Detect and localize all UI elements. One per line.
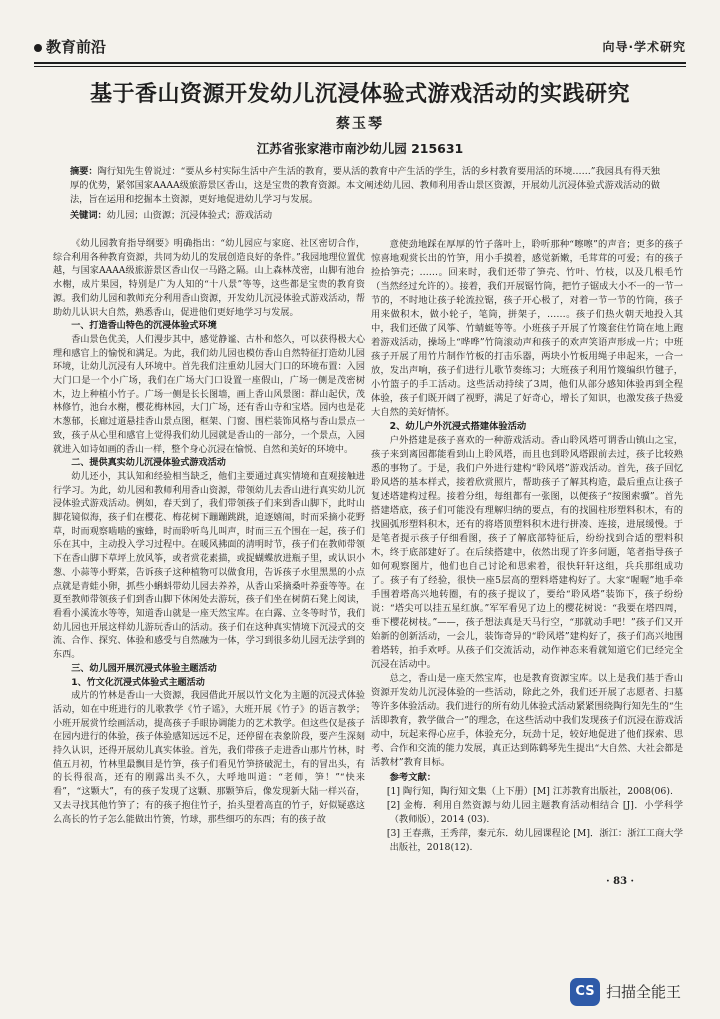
paragraph: 总之，香山是一座天然宝库，也是教育资源宝库。以上是我们基于香山资源开发幼儿沉浸体验的一些活动，除此之外，我们还开展了志愿者、扫墓等许多体验活动。我们进行的所有幼儿体验式活动紧紧围绕陶行知先生的“生活即教育，教学做合一”的理念，在这些活动中我们发现孩子们沉浸在游戏活动中，玩起来得心应手，体验充分，玩劲十足，较好地促进了他们探索、思考、合作和交流的能力发展，真正达到陈鹤琴先生提出“大自然、大社会都是活教材”教育目标。: [371, 673, 683, 768]
article-title: 基于香山资源开发幼儿沉浸体验式游戏活动的实践研究: [89, 81, 630, 107]
header-rule: [34, 62, 686, 64]
subsection-heading: 2、幼儿户外沉浸式搭建体验活动: [389, 421, 527, 432]
body-column-left: [53, 238, 365, 860]
reference-item: [1] 陶行知，陶行知文集（上下册）[M] 江苏教育出版社，2008(06).: [386, 786, 673, 797]
bullet-icon: [34, 44, 42, 52]
running-header: [34, 36, 686, 58]
journal-name: 向导·学术研究: [602, 40, 686, 54]
keywords-text: 幼儿园；山资源；沉浸体验式；游戏活动: [106, 210, 273, 221]
paragraph: 意使劲地踩在厚厚的竹子落叶上，聆听那种“嚓嚓”的声音；更多的孩子惊喜地观赏长出的竹笋，用小手摸着，感觉新嫩，毛茸茸的可爱；有的孩子捡拾笋壳；……。回来时，我们还带了笋壳、竹叶、竹枝，以及几根毛竹（当然经过允许的）。接着，我们开展锯竹筒，把竹子锯成大小不一的一节一节的，不时地让孩子轮流拉锯，孩子开心极了，对着一节一节的竹筒，孩子用来做积木，做小轮子，笔筒，拼架子，……。孩子们热火朝天地投入其中，我们还做了风筝、竹蜻蜓等等。小班孩子开展了竹篾套住竹筒在地上跑着游戏活动，操场上“哗哗”竹筒滚动声和孩子的欢声笑语声形成一片；中班孩子开展了用竹片制作竹板的打击乐器，两块小竹板用绳子串起来，一合一放，发出声响，孩子们进行儿歌节奏练习；大班孩子利用竹篾编织竹毽子，小竹篮子的手工活动。这些活动持续了3周，他们从部分感知体验再到全程体验，孩子们既开阔了视野，满足了好奇心，增长了知识，也激发孩子热爱大自然的美好情怀。: [371, 239, 683, 418]
scanner-watermark: [570, 976, 704, 1008]
paragraph: 《幼儿园教育指导纲要》明确指出：“幼儿园应与家庭、社区密切合作，综合利用各种教育资源，共同为幼儿的发展创造良好的条件。”我园地理位置优越，与国家AAAA级旅游景区香山仅一马路之隔。山上森林茂密，山脚有池台水榭，成片果园，特别是广为人知的“十八景”等等，这些都是宝贵的教育资源。我们幼儿园和教师充分利用香山资源，开发幼儿沉浸体验式游戏活动，帮助幼儿认识大自然，熟悉香山，促进他们更好地学习与发展。: [53, 239, 365, 318]
paragraph: 户外搭建是孩子喜欢的一种游戏活动。香山聆风塔可谓香山镇山之宝，孩子来到离园都能看到山上聆风塔，而且也到聆风塔跟前去过，孩子比较熟悉的事物了。于是，我们户外进行建构“聆风塔”游戏活动。首先，孩子回忆聆风塔的基本样式，接着欣赏照片，帮助孩子了解其构造，最后重点让孩子复述塔建构过程。接着分组，每组都有一张图，以便孩子“按图索骥”。首先搭建塔底，孩子们可能没有理解归纳的要点，有的找圆柱形塑料积木，有的找圆弧形塑料积木，还有的将塔顶塑料积木进行拼凑、连接，进展缓慢。于是笔者提示孩子仔细看图，孩子了解底部特征后，纷纷找到合适的塑料积木，终于底部建好了。在后续搭建中，依然出现了许多问题，笔者指导孩子如何观察图片，他们也自己讨论和思索着，很快轩轩这组，兵兵那组成功了。孩子有了经验，很快一座5层高的塑料塔建构好了。大家“喔喔”地手牵手围着塔高兴地转圈，有的孩子提议了，要给“聆风塔”装饰下，孩子纷纷说：“塔尖可以挂五星红旗。”军军看见了边上的樱花树说：“我要在塔四周，垂下樱花树枝。”——，孩子想法真是天马行空，“那就动手吧！”孩子们又开始新的创新活动，一会儿，装饰奇异的“聆风塔”建构好了，孩子们高兴地围着塔转，拍手欢呼。从孩子们交流活动，动作神态来看就知道它们已经完全沉浸在活动中。: [371, 435, 683, 670]
paragraph: 成片的竹林是香山一大资源，我园借此开展以竹文化为主题的沉浸式体验活动，如在中班进行的儿歌教学《竹子谣》，大班开展《竹子》的语言教学；小班开展赏竹绘画活动，提高孩子手眼协调能力的艺术教学。但这些仅是孩子在园内进行的体验，孩子体验感知远远不足，还停留在表象阶段，要产生深刻持久认识，还得开展幼儿真实体验。首先，我们带孩子走进香山那片竹林，时值五月初，竹林里最飘目是竹笋，孩子们看见竹笋挤破泥土，有的冒出头，有的长得很高，还有的刚露出头不久，大呼地叫道：“老师，笋！”“快来看”，“这颗大”，有的孩子发现了这颗、那颗笋后，像发现新大陆一样兴奋，又去寻找其他竹笋了；有的孩子抱住竹子，抬头望着高直的竹子，好似疑惑这么高长的竹子怎么能做出竹箦，竹球，那些细巧的东西；有的孩子故: [53, 691, 365, 825]
article-author: 蔡玉琴: [336, 116, 384, 132]
abstract: [70, 165, 660, 207]
body-column-right: [371, 238, 683, 868]
reference-item: [2] 金梅．利用自然资源与幼儿园主题教育活动相结合 [J]．小学科学（教师版），2014 (03).: [386, 800, 683, 825]
reference-item: [3] 王春燕，王秀萍，秦元东．幼儿园课程论 [M]．浙江：浙江工商大学出版社，2018(12).: [386, 828, 683, 853]
subsection-heading: 1、竹文化沉浸式体验式主题活动: [71, 677, 205, 688]
paragraph: 香山景色优美，人们漫步其中，感觉静谧、古朴和悠久，可以获得极大心理和感官上的愉悦和满足。为此，我们幼儿园也模仿香山自然特征打造幼儿园环境，让幼儿沉浸有人环境中。首先我们注重幼儿园大门口的环境布置：入园大门口是一个小广场，我们在广场大门口设置一座假山，广场一侧是茂密树木，边上种植小竹子。广场一侧是长长图墙，画上香山风景图：群山起伏，茂林修竹，池台水榭，樱花梅林园，大门广场，还有香山寺和宝塔。园内也是花木葱郁，长廊过道悬挂香山景点图，框架、门窗、围栏装饰风格与香山景点一致，孩子从心里和感官上觉得我们幼儿园就是香山的一部分，一个景点，入园就进入如诗如画的香山一样，整个身心沉浸在愉悦、自然和美好的环境中。: [53, 334, 365, 455]
abstract-label: 摘要：: [70, 166, 98, 177]
keywords-label: 关键词：: [70, 210, 107, 221]
page-number: · 83 ·: [606, 876, 634, 887]
section-heading: 二、提供真实幼儿沉浸体验式游戏活动: [71, 458, 226, 469]
section-heading: 三、幼儿园开展沉浸式体验主题活动: [71, 663, 217, 674]
watermark-label: 扫描全能王: [606, 983, 682, 1001]
camscanner-logo-icon: CS: [570, 978, 600, 1006]
section-label: [34, 36, 106, 57]
references-heading: 参考文献：: [389, 772, 437, 783]
section-name: 教育前沿: [46, 38, 107, 56]
article-affiliation: 江苏省张家港市南沙幼儿园 215631: [256, 141, 464, 156]
keywords: [70, 209, 660, 223]
section-heading: 一、打造香山特色的沉浸体验式环境: [71, 321, 217, 332]
paragraph: 幼儿还小，其认知和经验相当缺乏，他们主要通过真实情境和直观接触进行学习。为此，幼儿园和教师利用香山资源，带领幼儿去香山进行真实幼儿沉浸体验式游戏活动。例如，春天到了，我们带领孩子们来到香山脚下，此时山脚花镜似海，孩子们在樱花、梅花树下蹦蹦跳跳，追逐嬉闹，时而采摘小花野草，时而观察啮啮的蜜蜂，时而聆听鸟儿叫声，时而三五个围在一起，孩子们乐在其中，主动投入学习过程中。在暖风拂面的清明时节，孩子们在教师带领下在香山脚下草坪上放风筝，或者赏花素描，或捉蝴蝶放进瓶子里，或认识小葱、小蒜等小野菜，告诉孩子这种植物可以做食用，告诉孩子水里黑黑的小点点就是青蛙小卵，抓些小蝌蚪带幼儿园去养养，从香山采摘桑叶养蚕等等。在夏至教师带领孩子们到香山脚下休闲处去游玩，孩子们坐在树荫石凳上阅读，看看小溪流水等等，知道香山就是一座天然宝库。在白露、立冬等时节，我们幼儿园也开展这样幼儿游玩香山的活动。孩子们在这种真实情境下沉浸式的交流、合作、探究、体验和感受与自然融为一体，学习到很多幼儿园无法学到的东西。: [53, 471, 365, 661]
header-rule-thin: [34, 66, 686, 67]
references: [371, 771, 683, 855]
abstract-text: 陶行知先生曾说过：“要从乡村实际生活中产生活的教育，要从活的教育中产生活的学生，活的乡村教育要用活的环境……”我园具有得天独厚的优势，紧邻国家AAAA级旅游景区香山，这是宝贵的教育资源。本文阐述幼儿园、教师利用香山景区资源，开展幼儿沉浸体验式游戏活动的做法，旨在运用和挖掘本土资源，更好地促进幼儿学习与发展。: [70, 166, 660, 205]
